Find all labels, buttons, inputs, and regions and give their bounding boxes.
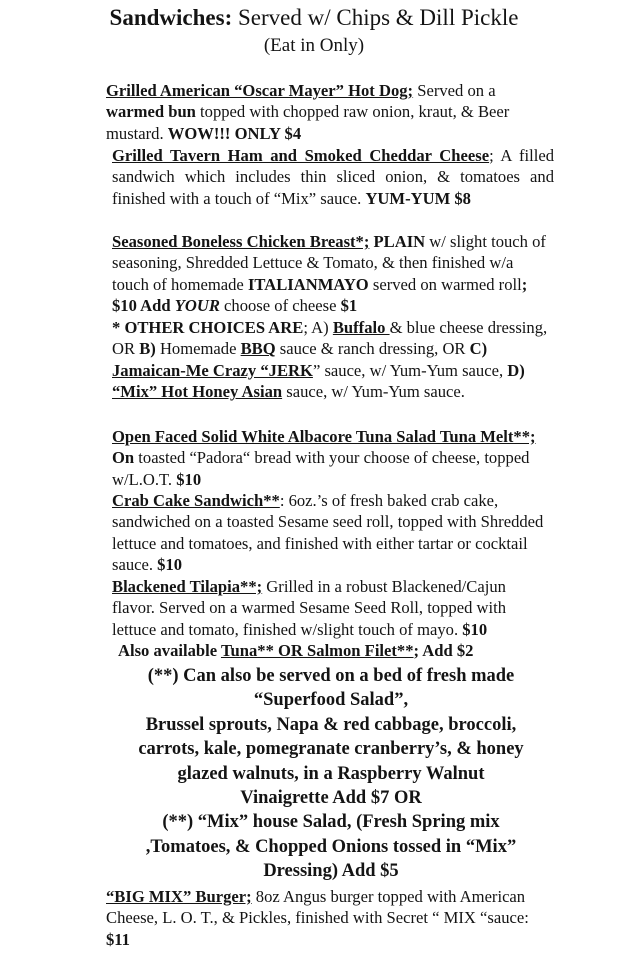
choices-lead: * OTHER CHOICES ARE bbox=[112, 318, 304, 337]
item-name: Grilled Tavern Ham and Smoked Cheddar Cheese bbox=[112, 146, 490, 165]
menu-item-crab-cake: Crab Cake Sandwich**: 6oz.’s of fresh baked crab cake, sandwiched on a toasted Sesame seed roll, topped with Shredded lettuce and tomatoes, and finished with either tartar or cocktail sauce. $10 bbox=[112, 491, 544, 575]
menu-section-title bbox=[0, 4, 628, 32]
menu-section-subtitle: (Eat in Only) bbox=[263, 35, 365, 56]
salad-note bbox=[96, 664, 566, 884]
section-name: Sandwiches: bbox=[109, 5, 233, 30]
salad-note-line: Vinaigrette Add $7 OR bbox=[240, 788, 422, 809]
section-description: Served w/ Chips & Dill Pickle bbox=[232, 5, 519, 30]
item-price: ; $10 Add bbox=[112, 274, 528, 316]
item-price: WOW!!! ONLY $4 bbox=[167, 123, 302, 143]
item-name: “BIG MIX” Burger; bbox=[106, 887, 252, 906]
salad-note-line: glazed walnuts, in a Raspberry Walnut bbox=[177, 763, 485, 784]
choice-buffalo: Buffalo bbox=[332, 318, 390, 337]
salad-note-line: ,Tomatoes, & Chopped Onions tossed in “Mix” bbox=[145, 836, 517, 857]
item-name: Seasoned Boneless Chicken Breast*; bbox=[112, 232, 370, 251]
salad-note-line: (**) “Mix” house Salad, (Fresh Spring mix bbox=[162, 812, 500, 833]
menu-item-big-mix-burger: “BIG MIX” Burger; 8oz Angus burger topped with American Cheese, L. O. T., & Pickles, finished with Secret “ MIX “sauce: $11 bbox=[106, 887, 529, 949]
sauce-choices: * OTHER CHOICES ARE; A) Buffalo & blue cheese dressing, OR B) Homemade BBQ sauce & ranch dressing, OR C) Jamaican-Me Crazy “JERK” sauce, w/ Yum-Yum sauce, D) “Mix” Hot Honey Asian sauce, w/ Yum-Yum sauce. bbox=[112, 318, 548, 402]
item-name: Open Faced Solid White Albacore Tuna Salad Tuna Melt**; bbox=[112, 427, 536, 446]
item-price: $10 bbox=[157, 555, 183, 575]
menu-item-ham-cheddar: Grilled Tavern Ham and Smoked Cheddar Cheese; A filled sandwich which includes thin sliced onion, & tomatoes and finished with a touch of “Mix” sauce. YUM-YUM $8 bbox=[112, 146, 555, 208]
choice-jerk: Jamaican-Me Crazy “JERK bbox=[112, 360, 313, 380]
salad-note-line: (**) Can also be served on a bed of fresh made bbox=[147, 666, 515, 686]
choice-hot-honey-asian: “Mix” Hot Honey Asian bbox=[112, 382, 283, 402]
item-price: $10 bbox=[176, 469, 202, 489]
salad-note-line: “Superfood Salad”, bbox=[253, 690, 409, 711]
also-available-line: Also available Tuna** OR Salmon Filet**; Add $2 bbox=[118, 641, 474, 660]
item-name: Grilled American “Oscar Mayer” Hot Dog; bbox=[106, 81, 414, 100]
salad-note-line: Dressing) Add $5 bbox=[263, 861, 399, 882]
also-available-options: Tuna** OR Salmon Filet** bbox=[220, 641, 414, 660]
item-price: $10 bbox=[462, 619, 488, 639]
salad-note-line: Brussel sprouts, Napa & red cabbage, broccoli, bbox=[145, 714, 517, 735]
menu-item-tuna-melt: Open Faced Solid White Albacore Tuna Salad Tuna Melt**; On toasted “Padora“ bread with your choose of cheese, topped w/L.O.T. $10 bbox=[112, 427, 536, 489]
menu-item-blackened-tilapia: Blackened Tilapia**; Grilled in a robust Blackened/Cajun flavor. Served on a warmed Sesame Seed Roll, topped with lettuce and tomato, finished w/slight touch of mayo. $10 bbox=[112, 577, 507, 639]
choice-bbq: BBQ bbox=[240, 339, 276, 359]
menu-item-hotdog: Grilled American “Oscar Mayer” Hot Dog; Served on a warmed bun topped with chopped raw onion, kraut, & Beer mustard. WOW!!! ONLY $4 bbox=[106, 81, 510, 143]
item-price: YUM-YUM $8 bbox=[365, 188, 471, 208]
salad-note-line: carrots, kale, pomegranate cranberry’s, & honey bbox=[138, 739, 524, 760]
item-price: $11 bbox=[106, 929, 130, 949]
item-name: Crab Cake Sandwich** bbox=[112, 491, 280, 510]
menu-item-chicken-breast: Seasoned Boneless Chicken Breast*; PLAIN w/ slight touch of seasoning, Shredded Lettuce & Tomato, & then finished w/a touch of homemade ITALIANMAYO served on warmed roll; $10 Add YOUR choose of cheese $1 bbox=[112, 232, 546, 316]
item-name: Blackened Tilapia**; bbox=[112, 577, 263, 596]
